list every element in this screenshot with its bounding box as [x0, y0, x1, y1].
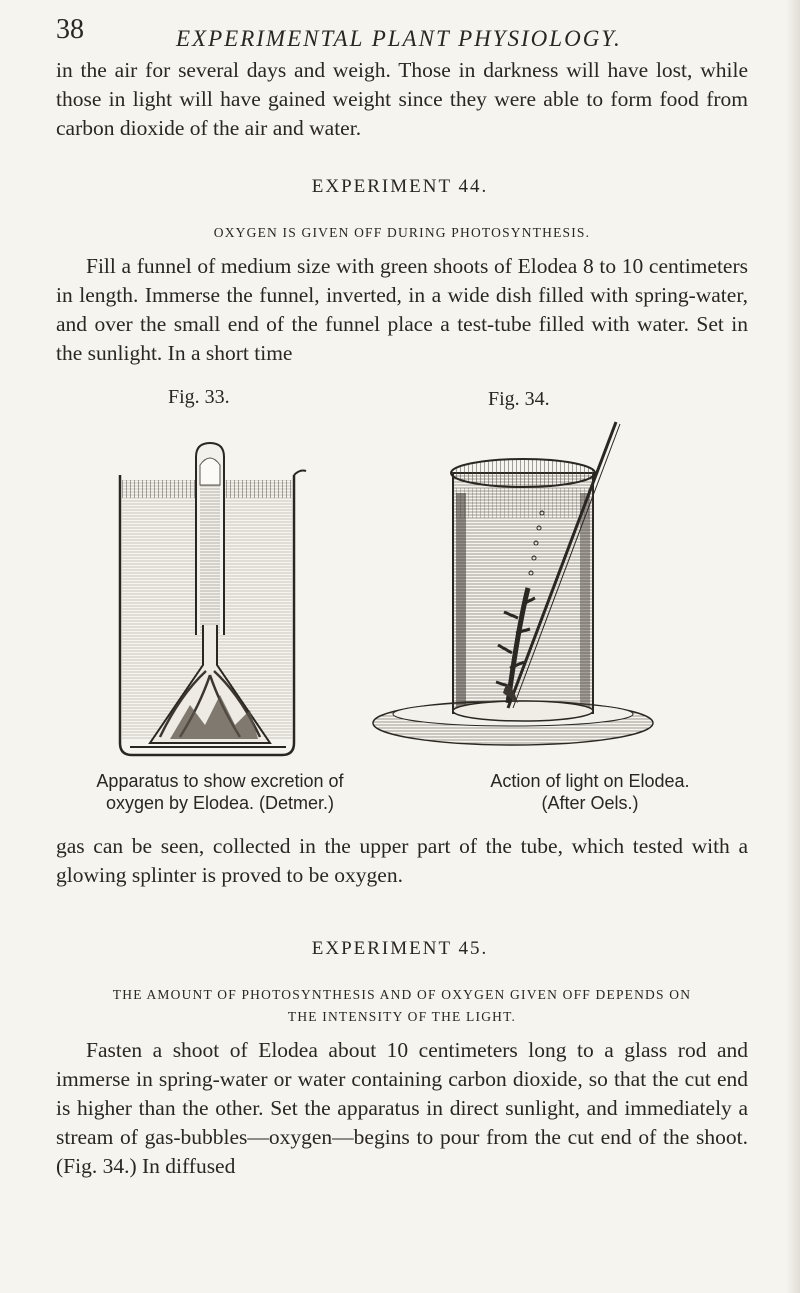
- figure-33-caption-line-2: oxygen by Elodea. (Detmer.): [105, 793, 335, 813]
- experiment-44-body: Fill a funnel of medium size with green shoots of Elodea 8 to 10 centimeters in length. Immerse the funnel, inverted, in a wide dish filled with spring-water, and over the small end of the funnel place a test-tube filled with water. Set in the sunlight. In a short time: [56, 254, 748, 365]
- figure-34-caption-line-1: Action of light on Elodea.: [490, 771, 690, 791]
- figure-34-label: Fig. 34.: [488, 388, 550, 410]
- continuation-paragraph: gas can be seen, collected in the upper part of the tube, which tested with a glowing splinter is proved to be oxygen.: [56, 834, 748, 887]
- experiment-44-heading: EXPERIMENT 44.: [311, 176, 489, 197]
- experiment-45-subheading-line-1: THE AMOUNT OF PHOTOSYNTHESIS AND OF OXYGEN GIVEN OFF DEPENDS ON: [112, 987, 692, 1002]
- figure-34-caption-line-2: (After Oels.): [541, 793, 639, 813]
- experiment-44-subheading: OXYGEN IS GIVEN OFF DURING PHOTOSYNTHESIS.: [213, 225, 591, 240]
- figure-33-funnel-illustration: [110, 425, 310, 765]
- figure-34-caption: [420, 770, 760, 814]
- experiment-45-subheading: [56, 984, 748, 1028]
- test-tube: [196, 443, 224, 635]
- experiment-45-body: Fasten a shoot of Elodea about 10 centimeters long to a glass rod and immerse in spring-water or water containing carbon dioxide, so that the cut end is higher than the other. Set the apparatus in direct sunlight, and immediately a stream of gas-bubbles—oxygen—begins to pour from the cut end of the shoot. (Fig. 34.) In diffused: [56, 1038, 748, 1178]
- intro-paragraph: in the air for several days and weigh. Those in darkness will have lost, while those in light will have gained weight since they were able to form food from carbon dioxide of the air and water.: [56, 58, 748, 140]
- experiment-45-subheading-line-2: THE INTENSITY OF THE LIGHT.: [287, 1009, 517, 1024]
- figure-33-caption-line-1: Apparatus to show excretion of: [96, 771, 344, 791]
- experiment-45-heading: EXPERIMENT 45.: [311, 938, 489, 959]
- page-number: 38: [56, 14, 84, 45]
- figure-33-label: Fig. 33.: [168, 386, 230, 408]
- figure-33-caption: [40, 770, 400, 814]
- running-header: [56, 14, 740, 54]
- figure-34-beaker-illustration: [368, 418, 668, 763]
- running-title: EXPERIMENTAL PLANT PHYSIOLOGY.: [176, 26, 622, 51]
